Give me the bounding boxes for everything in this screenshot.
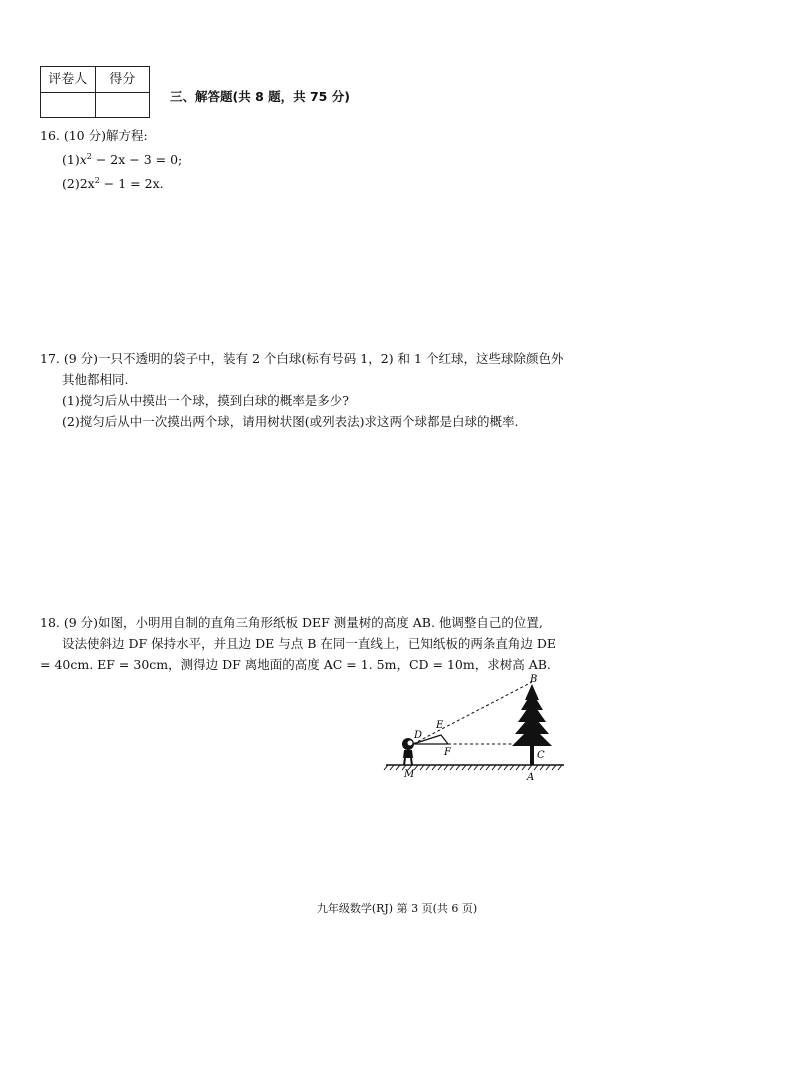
question-17-line-2: 其他都相同. bbox=[62, 372, 129, 387]
question-17 bbox=[40, 348, 563, 432]
label-m: M bbox=[404, 769, 415, 780]
label-b: B bbox=[530, 674, 538, 685]
question-18-line-2: 设法使斜边 DF 保持水平，并且边 DE 与点 B 在同一直线上，已知纸板的两条直角边 DE bbox=[62, 636, 556, 651]
question-17-part-1: (1)搅匀后从中摸出一个球，摸到白球的概率是多少? bbox=[62, 393, 349, 408]
question-18 bbox=[40, 612, 556, 675]
question-18-line-1: 18. (9 分)如图，小明用自制的直角三角形纸板 DEF 测量树的高度 AB. 他调整自己的位置, bbox=[40, 615, 543, 630]
question-16-part-2: $(2)2x^2 - 1 = 2x$. bbox=[62, 176, 164, 191]
question-16 bbox=[40, 125, 182, 194]
reviewer-header: 评卷人 bbox=[41, 67, 96, 92]
grader-score-table bbox=[40, 66, 150, 118]
score-cell bbox=[96, 93, 150, 117]
page-footer: 九年级数学(RJ) 第 3 页(共 6 页) bbox=[316, 902, 478, 915]
question-18-line-3: = 40cm. EF = 30cm，测得边 DF 离地面的高度 AC = 1. 5m，CD = 10m，求树高 AB. bbox=[40, 657, 551, 672]
sight-line-de-b bbox=[413, 682, 532, 744]
person-xiaoming bbox=[402, 738, 414, 765]
label-f: F bbox=[444, 747, 451, 758]
label-c: C bbox=[537, 750, 545, 761]
label-d: D bbox=[414, 730, 423, 741]
label-e: E bbox=[436, 720, 444, 731]
reviewer-cell bbox=[41, 93, 96, 117]
question-17-line-1: 17. (9 分)一只不透明的袋子中，装有 2 个白球(标有号码 1，2) 和 1 个红球，这些球除颜色外 bbox=[40, 351, 564, 366]
grader-table-empty-row bbox=[41, 93, 149, 117]
question-16-stem: 16. (10 分)解方程: bbox=[40, 128, 148, 143]
score-header: 得分 bbox=[109, 72, 136, 87]
grader-table-header-row bbox=[41, 67, 149, 93]
question-17-part-2: (2)搅匀后从中一次摸出两个球，请用树状图(或列表法)求这两个球都是白球的概率. bbox=[62, 414, 519, 429]
label-a: A bbox=[527, 772, 535, 783]
question-16-part-1: $(1)x^2 - 2x - 3 = 0$; bbox=[62, 152, 183, 167]
tree bbox=[512, 684, 552, 765]
tree-measurement-figure bbox=[382, 670, 572, 790]
section-title: 三、解答题(共 8 题，共 75 分) bbox=[170, 89, 350, 104]
